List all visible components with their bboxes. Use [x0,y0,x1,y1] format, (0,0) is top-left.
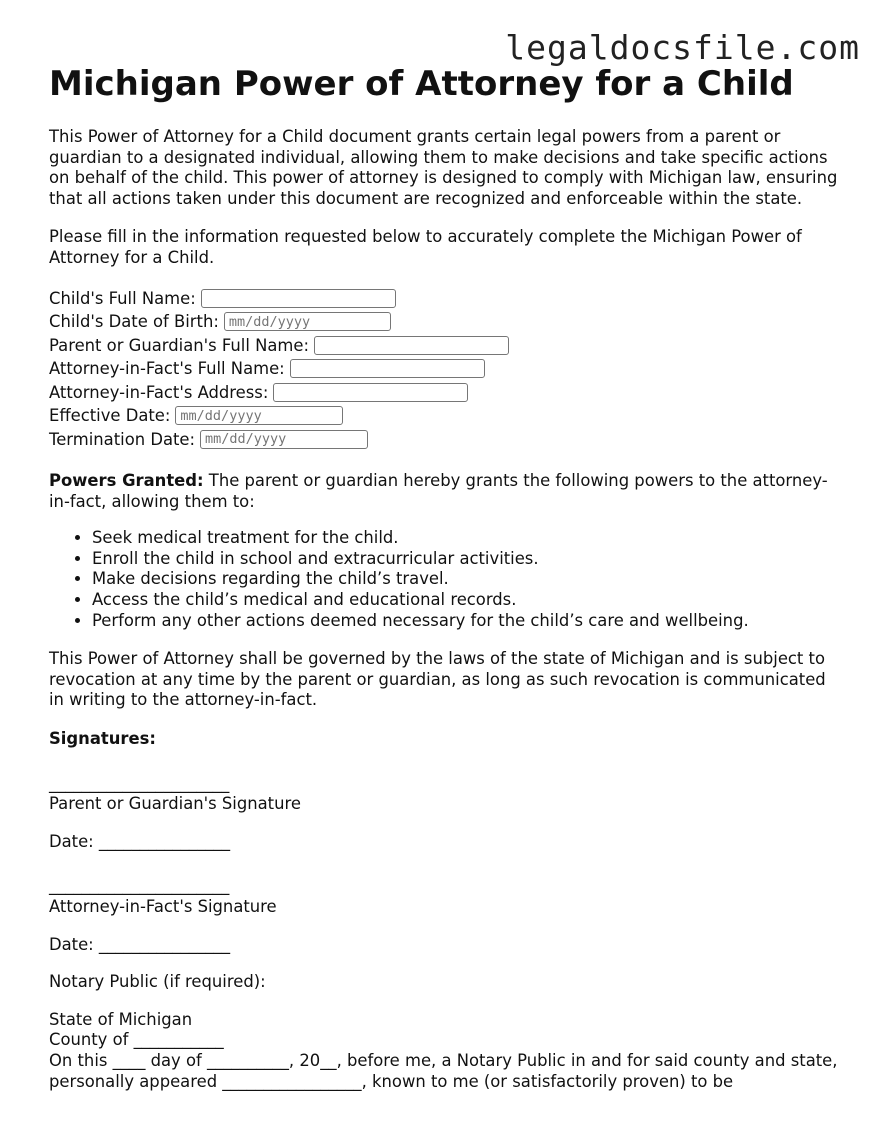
governing-paragraph: This Power of Attorney shall be governed by the laws of the state of Michigan and is subject to revocation at any time by the parent or guardian, as long as such revocation is communicated in writing to the attorney-in-fact. [49,649,826,710]
child-name-label: Child's Full Name: [49,288,196,308]
parent-signature-label: Parent or Guardian's Signature [49,794,301,814]
document-page [49,62,839,1092]
child-name-row [49,287,839,311]
child-name-input[interactable] [201,289,396,308]
instructions-paragraph: Please fill in the information requested below to accurately complete the Michigan Power of Attorney for a Child. [49,227,802,267]
child-dob-label: Child's Date of Birth: [49,312,219,332]
effective-date-label: Effective Date: [49,406,171,426]
power-item: • Access the child’s medical and educational records. [92,590,839,611]
powers-text: The parent or guardian hereby grants the following powers to the attorney-in-fact, allowing them to: [49,471,828,511]
attorney-address-label: Attorney-in-Fact's Address: [49,382,269,402]
notary-state: State of Michigan [49,1009,193,1029]
attorney-address-row [49,381,839,405]
power-item: • Perform any other actions deemed necessary for the child’s care and wellbeing. [92,611,839,632]
notary-county: County of ___________ [49,1030,224,1050]
notary-text: On this ____ day of __________, 20__, before me, a Notary Public in and for said county and state, personally appeared _________________, known to me (or satisfactorily proven) to be [49,1050,838,1091]
effective-date-input[interactable] [175,406,343,425]
notary-heading: Notary Public (if required): [49,972,266,992]
parent-name-input[interactable] [314,336,509,355]
attorney-address-input[interactable] [273,383,468,402]
attorney-signature-line: ______________________ [49,876,230,896]
termination-date-label: Termination Date: [49,429,196,449]
watermark-logo: legaldocsfile.com [505,28,860,67]
attorney-signature-label: Attorney-in-Fact's Signature [49,896,277,916]
form-fields [49,287,839,452]
power-item: • Make decisions regarding the child’s travel. [92,569,839,590]
page-title: Michigan Power of Attorney for a Child [49,64,794,104]
powers-heading: Powers Granted: [49,471,204,491]
powers-paragraph [49,471,839,512]
termination-date-row [49,428,839,452]
attorney-name-row [49,357,839,381]
effective-date-row [49,404,839,428]
termination-date-input[interactable] [200,430,368,449]
attorney-name-input[interactable] [290,359,485,378]
power-item: • Seek medical treatment for the child. [92,528,839,549]
powers-list [49,528,839,631]
parent-name-label: Parent or Guardian's Full Name: [49,335,309,355]
intro-paragraph: This Power of Attorney for a Child document grants certain legal powers from a parent or guardian to a designated individual, allowing them to make decisions and take specific actions on behalf of the child. This power of attorney is designed to comply with Michigan law, ensuring that all actions taken under this document are recognized and enforceable within the state. [49,127,838,208]
attorney-date-line: Date: ________________ [49,934,231,954]
parent-name-row [49,334,839,358]
child-dob-input[interactable] [224,312,391,331]
power-item: • Enroll the child in school and extracurricular activities. [92,549,839,570]
parent-signature-line: ______________________ [49,773,230,793]
signatures-heading: Signatures: [49,729,156,748]
attorney-name-label: Attorney-in-Fact's Full Name: [49,359,285,379]
parent-date-line: Date: ________________ [49,831,231,851]
child-dob-row [49,310,839,334]
